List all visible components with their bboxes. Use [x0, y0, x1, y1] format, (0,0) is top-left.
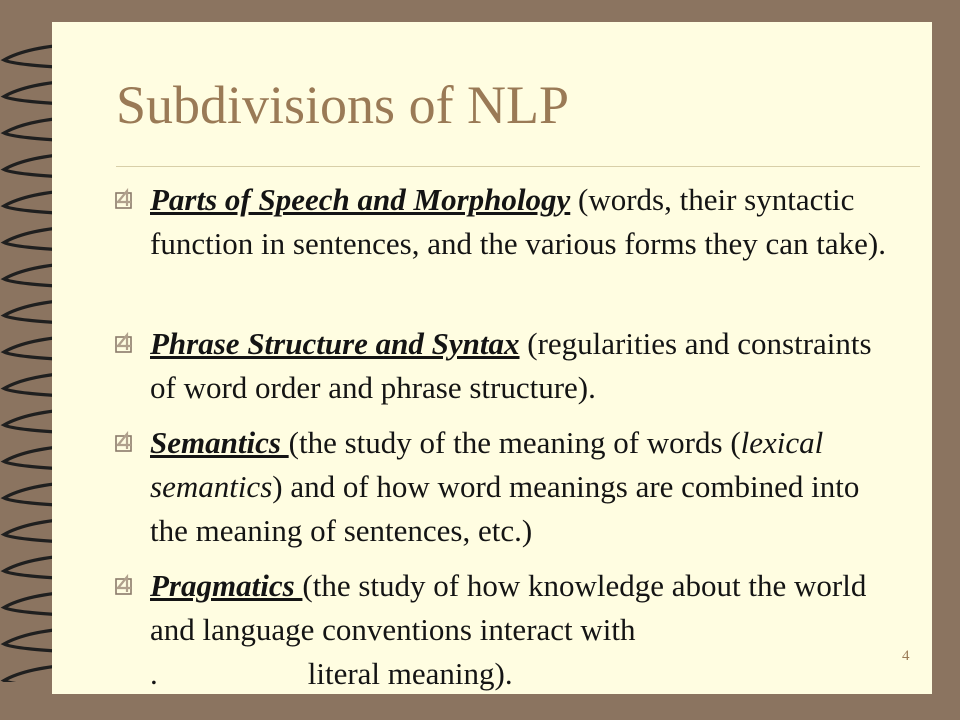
bullet-description-rest: ) and of how word meanings are combined into the meaning of sentences, etc.): [150, 469, 860, 548]
bullet-description-rest: literal meaning).: [307, 656, 513, 691]
page-number: 4: [902, 648, 910, 664]
checkbox-bullet-icon: [114, 430, 138, 456]
bullet-item-syntax: [114, 322, 904, 410]
bullet-description: (the study of the meaning of words (: [288, 425, 741, 460]
checkbox-bullet-icon: [114, 573, 138, 599]
slide-title: Subdivisions of NLP: [116, 75, 570, 135]
bullet-term: Parts of Speech and Morphology: [150, 182, 571, 217]
bullet-description: (words, their syntactic function in sentences, and the various forms they can take).: [150, 182, 887, 261]
bullet-term: Pragmatics: [150, 568, 303, 603]
bullet-text: [150, 322, 904, 410]
title-divider: [116, 166, 920, 167]
bullet-item-morphology: [114, 178, 904, 266]
bullet-description: (the study of how knowledge about the world and language conventions interact with: [150, 568, 867, 647]
bullet-term: Phrase Structure and Syntax: [150, 326, 520, 361]
bullet-description: (regularities and constraints of word order and phrase structure).: [150, 326, 872, 405]
bullet-dot: .: [150, 656, 158, 691]
bullet-text: [150, 178, 904, 266]
checkbox-bullet-icon: [114, 187, 138, 213]
bullet-text: [150, 421, 904, 553]
bullet-text: [150, 564, 904, 696]
bullet-item-pragmatics: [114, 564, 904, 696]
bullet-item-semantics: [114, 421, 904, 553]
bullet-term: Semantics: [150, 425, 289, 460]
bullet-italic-term: lexical semantics: [150, 425, 824, 504]
checkbox-bullet-icon: [114, 331, 138, 357]
